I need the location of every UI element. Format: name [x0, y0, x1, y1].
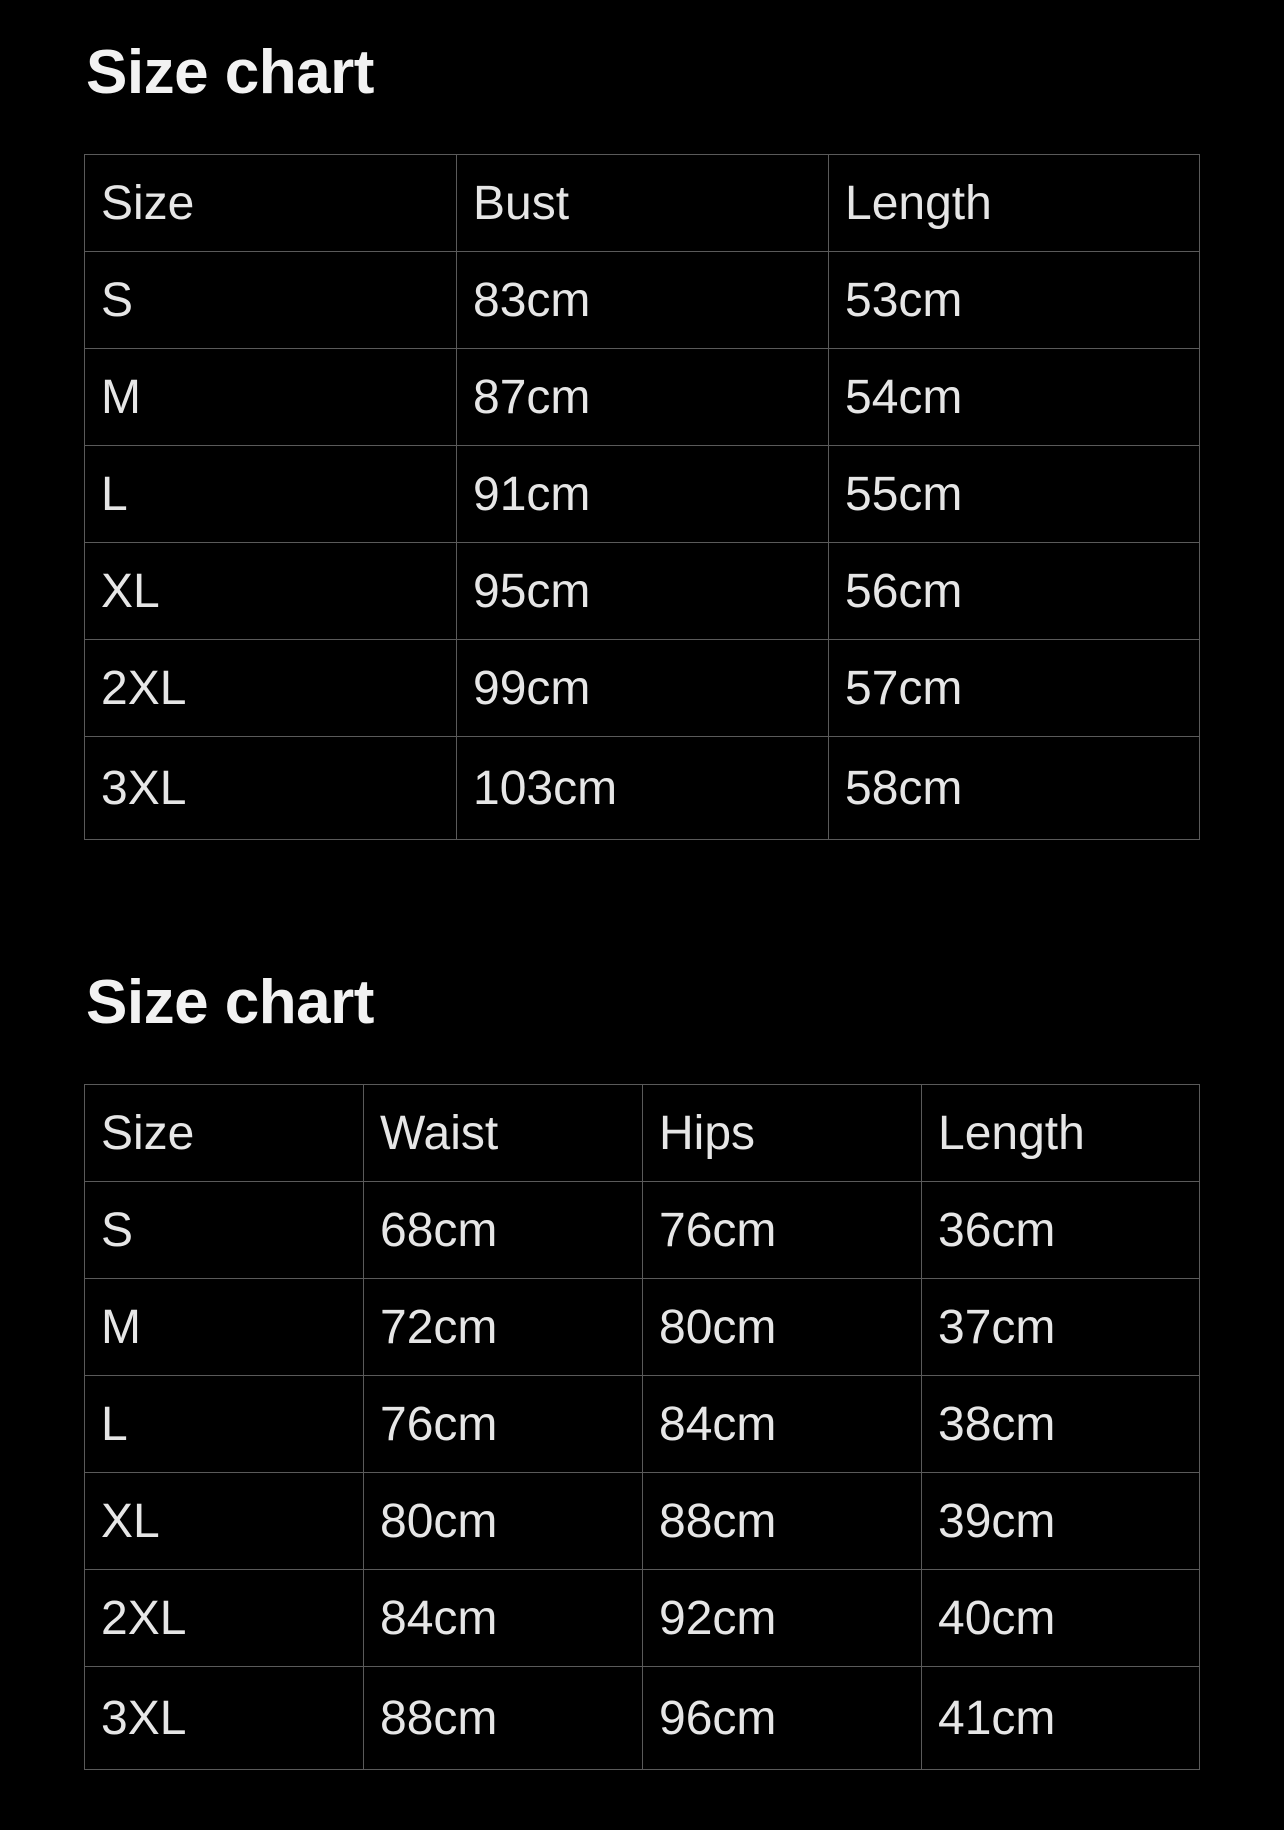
table-cell: 41cm [922, 1667, 1200, 1770]
table-cell: 99cm [457, 640, 829, 737]
top-size-table [84, 154, 1200, 840]
table-row [85, 543, 1200, 640]
table-cell: 84cm [364, 1570, 643, 1667]
table-cell: 96cm [643, 1667, 922, 1770]
table-row [85, 349, 1200, 446]
header-cell: Hips [643, 1085, 922, 1182]
header-row [85, 1085, 1200, 1182]
table-row [85, 1667, 1200, 1770]
table-cell: 37cm [922, 1279, 1200, 1376]
table-cell: 68cm [364, 1182, 643, 1279]
table-row [85, 446, 1200, 543]
table-cell: 80cm [364, 1473, 643, 1570]
table-cell: 36cm [922, 1182, 1200, 1279]
table-cell: S [85, 252, 457, 349]
table-cell: XL [85, 543, 457, 640]
table-cell: 56cm [829, 543, 1200, 640]
table-cell: 83cm [457, 252, 829, 349]
table-cell: 91cm [457, 446, 829, 543]
table-cell: 76cm [364, 1376, 643, 1473]
table-cell: 92cm [643, 1570, 922, 1667]
header-cell: Size [85, 155, 457, 252]
table-cell: 40cm [922, 1570, 1200, 1667]
table-cell: 38cm [922, 1376, 1200, 1473]
table-cell: 88cm [643, 1473, 922, 1570]
table-cell: 95cm [457, 543, 829, 640]
table-cell: 88cm [364, 1667, 643, 1770]
table-row [85, 737, 1200, 840]
table-cell: 2XL [85, 1570, 364, 1667]
table-row [85, 1473, 1200, 1570]
table-cell: 3XL [85, 737, 457, 840]
section-title: Size chart [86, 968, 374, 1037]
header-cell: Size [85, 1085, 364, 1182]
table-row [85, 252, 1200, 349]
table-cell: M [85, 1279, 364, 1376]
section-title: Size chart [86, 38, 374, 107]
table-cell: L [85, 1376, 364, 1473]
table-cell: S [85, 1182, 364, 1279]
header-cell: Waist [364, 1085, 643, 1182]
header-row [85, 155, 1200, 252]
table-row [85, 640, 1200, 737]
bottom-size-table [84, 1084, 1200, 1770]
table-row [85, 1182, 1200, 1279]
table-cell: L [85, 446, 457, 543]
table-cell: XL [85, 1473, 364, 1570]
table-cell: 53cm [829, 252, 1200, 349]
table-cell: 39cm [922, 1473, 1200, 1570]
table-row [85, 1279, 1200, 1376]
table-cell: M [85, 349, 457, 446]
table-cell: 3XL [85, 1667, 364, 1770]
table-row [85, 1570, 1200, 1667]
table-cell: 72cm [364, 1279, 643, 1376]
table-cell: 54cm [829, 349, 1200, 446]
table-cell: 57cm [829, 640, 1200, 737]
header-cell: Bust [457, 155, 829, 252]
table-cell: 103cm [457, 737, 829, 840]
table-cell: 58cm [829, 737, 1200, 840]
table-cell: 87cm [457, 349, 829, 446]
header-cell: Length [922, 1085, 1200, 1182]
table-cell: 80cm [643, 1279, 922, 1376]
table-cell: 76cm [643, 1182, 922, 1279]
table-row [85, 1376, 1200, 1473]
table-cell: 55cm [829, 446, 1200, 543]
header-cell: Length [829, 155, 1200, 252]
table-cell: 84cm [643, 1376, 922, 1473]
table-cell: 2XL [85, 640, 457, 737]
